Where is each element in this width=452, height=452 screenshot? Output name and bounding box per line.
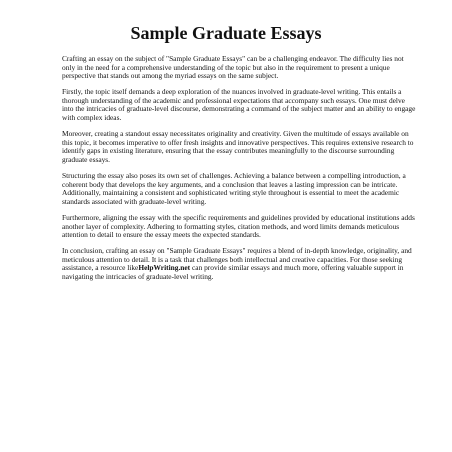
paragraph-furthermore: Furthermore, aligning the essay with the specific requirements and guidelines provided by educational institutions adds another layer of complexity. Adhering to formatting styles, citation methods, and word limits demands meticulous attention to detail to ensure the essay meets the expected standards. bbox=[62, 212, 415, 240]
conclusion-text-end: can provide similar essays and much more, offering valuable support in navigating the intricacies of graduate-level writing. bbox=[62, 263, 404, 281]
helpwriting-link[interactable]: HelpWriting.net bbox=[138, 263, 191, 273]
paragraph-moreover: Moreover, creating a standout essay necessitates originality and creativity. Given the multitude of essays available on this topic, it becomes imperative to offer fresh insights and innovative perspectives. This requires extensive research to identify gaps in existing literature, ensuring that the essay contributes meaningfully to the discourse surrounding graduate essays. bbox=[62, 129, 414, 164]
document-title: Sample Graduate Essays bbox=[130, 23, 322, 43]
document-body bbox=[62, 55, 418, 289]
paragraph-structuring: Structuring the essay also poses its own set of challenges. Achieving a balance between a compelling introduction, a coherent body that develops the key arguments, and a conclusion that leaves a lasting impression can be intricate. Additionally, maintaining a consistent and sophisticated writing style throughout is essential to meet the academic standards associated with graduate-level writing. bbox=[62, 171, 406, 206]
paragraph-intro: Crafting an essay on the subject of "Sample Graduate Essays" can be a challenging endeavor. The difficulty lies not only in the need for a comprehensive understanding of the topic but also in the requirement to present a unique perspective that stands out among the myriad essays on the same subject. bbox=[62, 54, 404, 81]
conclusion-text: In conclusion, crafting an essay on "Sample Graduate Essays" requires a blend of in-depth knowledge, originality, and meticulous attention to detail. It is a task that challenges both intellectual and creative capacities. For those seeking assistance, a resource like bbox=[62, 246, 412, 273]
paragraph-conclusion bbox=[62, 247, 418, 281]
paragraph-firstly: Firstly, the topic itself demands a deep exploration of the nuances involved in graduate-level writing. This entails a thorough understanding of the academic and professional expectations that accompany such essays. One must delve into the intricacies of graduate-level discourse, demonstrating a command of the subject matter and an ability to engage with complex ideas. bbox=[62, 87, 416, 123]
